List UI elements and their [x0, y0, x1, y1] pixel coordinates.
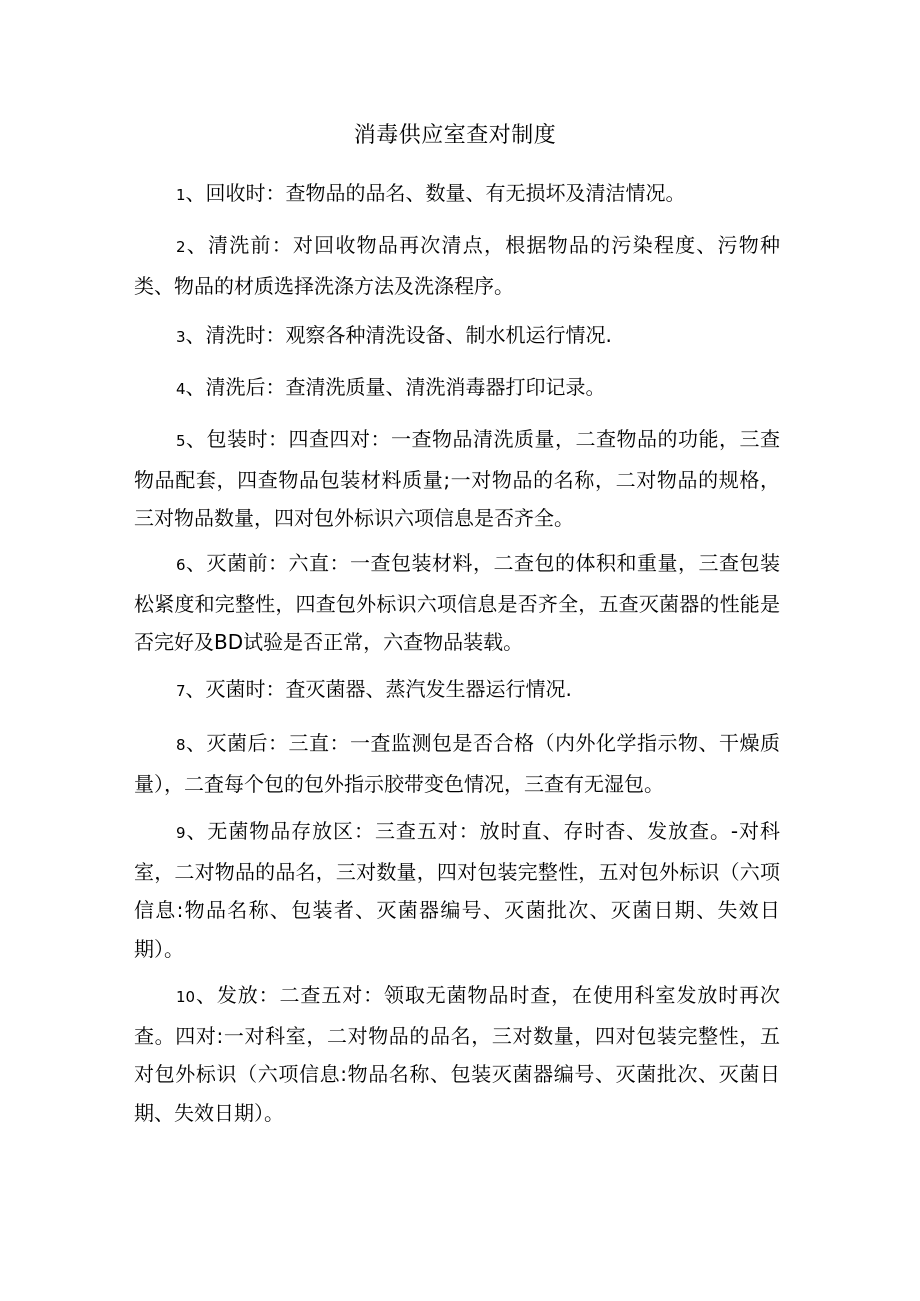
paragraph-text: 、发放：二查五对：领取无菌物品时查，在使用科室发放时再次查。四对:一对科室，二对物品的品名，三对数量，四对包装完整性，五对包外标识（六项信息:物品名称、包装灭菌器编号、灭菌批次、灭菌日期、失效日期）。	[134, 983, 780, 1125]
paragraph-6	[134, 544, 780, 662]
paragraph-text: 、灭菌时：査灭菌器、蒸汽发生器运行情况.	[185, 677, 572, 701]
paragraph-number: 2	[176, 238, 186, 256]
paragraph-3	[134, 316, 780, 357]
paragraph-7	[134, 670, 780, 711]
paragraph-number: 3	[176, 328, 186, 346]
paragraph-text: 、灭菌前：六直：一查包装材料，二查包的体积和重量，三查包装松紧度和完整性，四查包外标识六项信息是否齐全，五查灭菌器的性能是否完好及BD试验是否正常，六查物品装载。	[134, 551, 780, 654]
paragraph-8	[134, 724, 780, 803]
paragraph-4	[134, 368, 780, 409]
paragraph-text: 、清洗后：查清洗质量、清洗消毒器打印记录。	[185, 375, 606, 399]
paragraph-number: 7	[176, 682, 186, 700]
paragraph-5	[134, 420, 780, 538]
page-title: 消毒供应室查对制度	[353, 123, 557, 148]
paragraph-text: 、清洗前：对回收物品再次清点，根据物品的污染程度、污物种类、物品的材质选择洗涤方法及洗涤程序。	[134, 233, 780, 298]
paragraph-9	[134, 812, 780, 968]
paragraph-number: 10	[176, 988, 196, 1006]
paragraph-number: 9	[176, 824, 186, 842]
paragraph-1	[134, 174, 780, 215]
paragraph-number: 1	[176, 186, 186, 204]
paragraph-text: 、清洗时：观察各种清洗设备、制水机运行情况.	[185, 323, 612, 347]
paragraph-text: 、包装时：四查四对：一查物品清洗质量，二查物品的功能，三查物品配套，四查物品包装材料质量;一对物品的名称，二对物品的规格，三对物品数量，四对包外标识六项信息是否齐全。	[134, 427, 780, 530]
paragraph-number: 8	[176, 736, 186, 754]
paragraph-10	[134, 976, 780, 1132]
paragraph-2	[134, 226, 780, 305]
paragraph-number: 5	[176, 432, 186, 450]
paragraph-text: 、无菌物品存放区：三查五对：放时直、存时杳、发放查。-对科室，二对物品的品名，三对数量，四对包装完整性，五对包外标识（六项信息:物品名称、包装者、灭菌器编号、灭菌批次、灭菌日期、失效日期）。	[134, 819, 780, 961]
paragraph-number: 4	[176, 380, 186, 398]
paragraph-text: 、回收时：查物品的品名、数量、有无损坏及清洁情况。	[185, 181, 686, 205]
paragraph-number: 6	[176, 556, 186, 574]
paragraph-text: 、灭菌后：三直：一査监测包是否合格（内外化学指示物、干燥质量），二査每个包的包外指示胶带变色情况，三查有无湿包。	[134, 731, 780, 796]
